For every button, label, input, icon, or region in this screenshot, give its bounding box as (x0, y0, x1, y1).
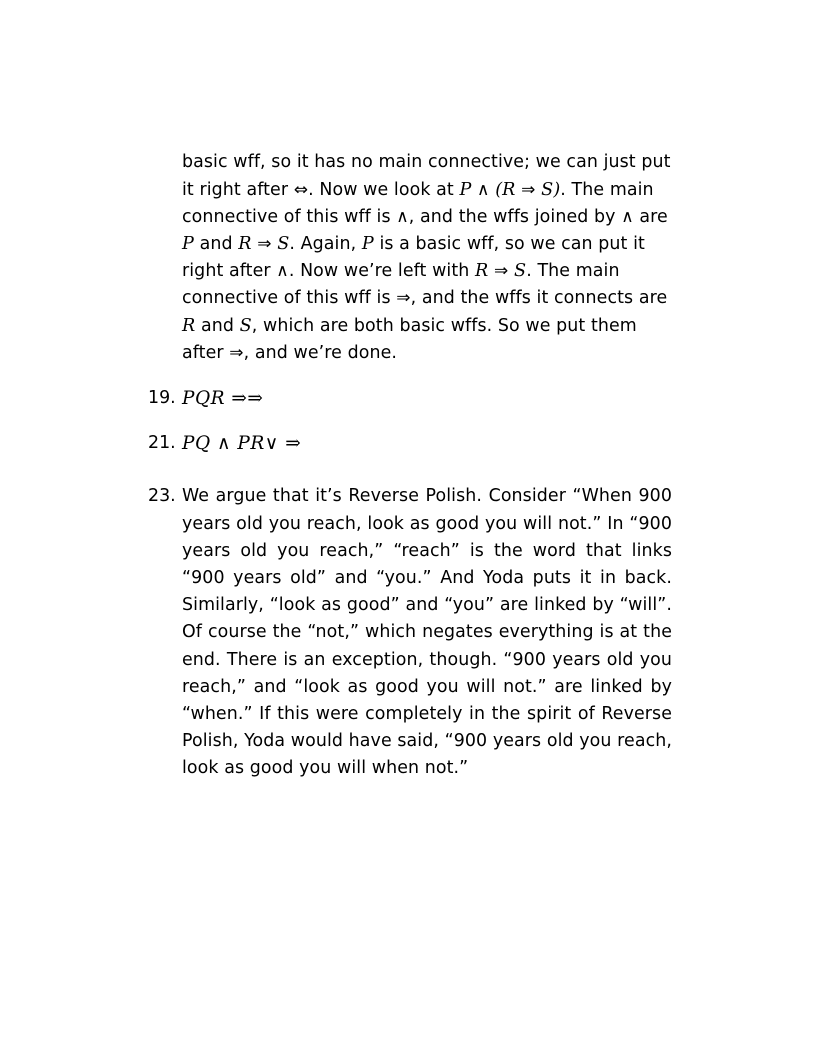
list-item (148, 483, 672, 782)
item-body: We argue that it’s Reverse Polish. Consider “When 900 years old you reach, look as good you will not.” In “900 years old you reach,” “reach” is the word that links “900 years old” and “you.” And Yoda puts it in back. Similarly, “look as good” and “you” are linked by “will”. Of course the “not,” which negates everything is at the end. There is an exception, though. “900 years old you reach,” and “look as good you will not.” are linked by “when.” If this were completely in the spirit of Reverse Polish, Yoda would have said, “900 years old you reach, look as good you will when not.” (182, 486, 672, 779)
list-item (148, 385, 672, 412)
item-number: 23. (148, 486, 176, 507)
list-item (148, 430, 672, 457)
page-content (148, 132, 688, 783)
item-number: 19. (148, 388, 176, 409)
continuation-paragraph (182, 149, 672, 367)
item-number: 21. (148, 433, 176, 454)
continuation-paragraph-text: basic wff, so it has no main connective; we can just put it right after ⇔. Now we look at P ∧ (R ⇒ S). The main connective of this wff is ∧, and the wffs joined by ∧ are P and R ⇒ S. Again, P is a basic wff, so we can put it right after ∧. Now we’re left with R ⇒ S. The main connective of this wff is ⇒, and the wffs it connects are R and S, which are both basic wffs. So we put them after ⇒, and we’re done. (182, 152, 671, 363)
item-body: PQR ⇒⇒ (182, 388, 264, 410)
item-body: PQ ∧ PR∨ ⇒ (182, 433, 302, 455)
